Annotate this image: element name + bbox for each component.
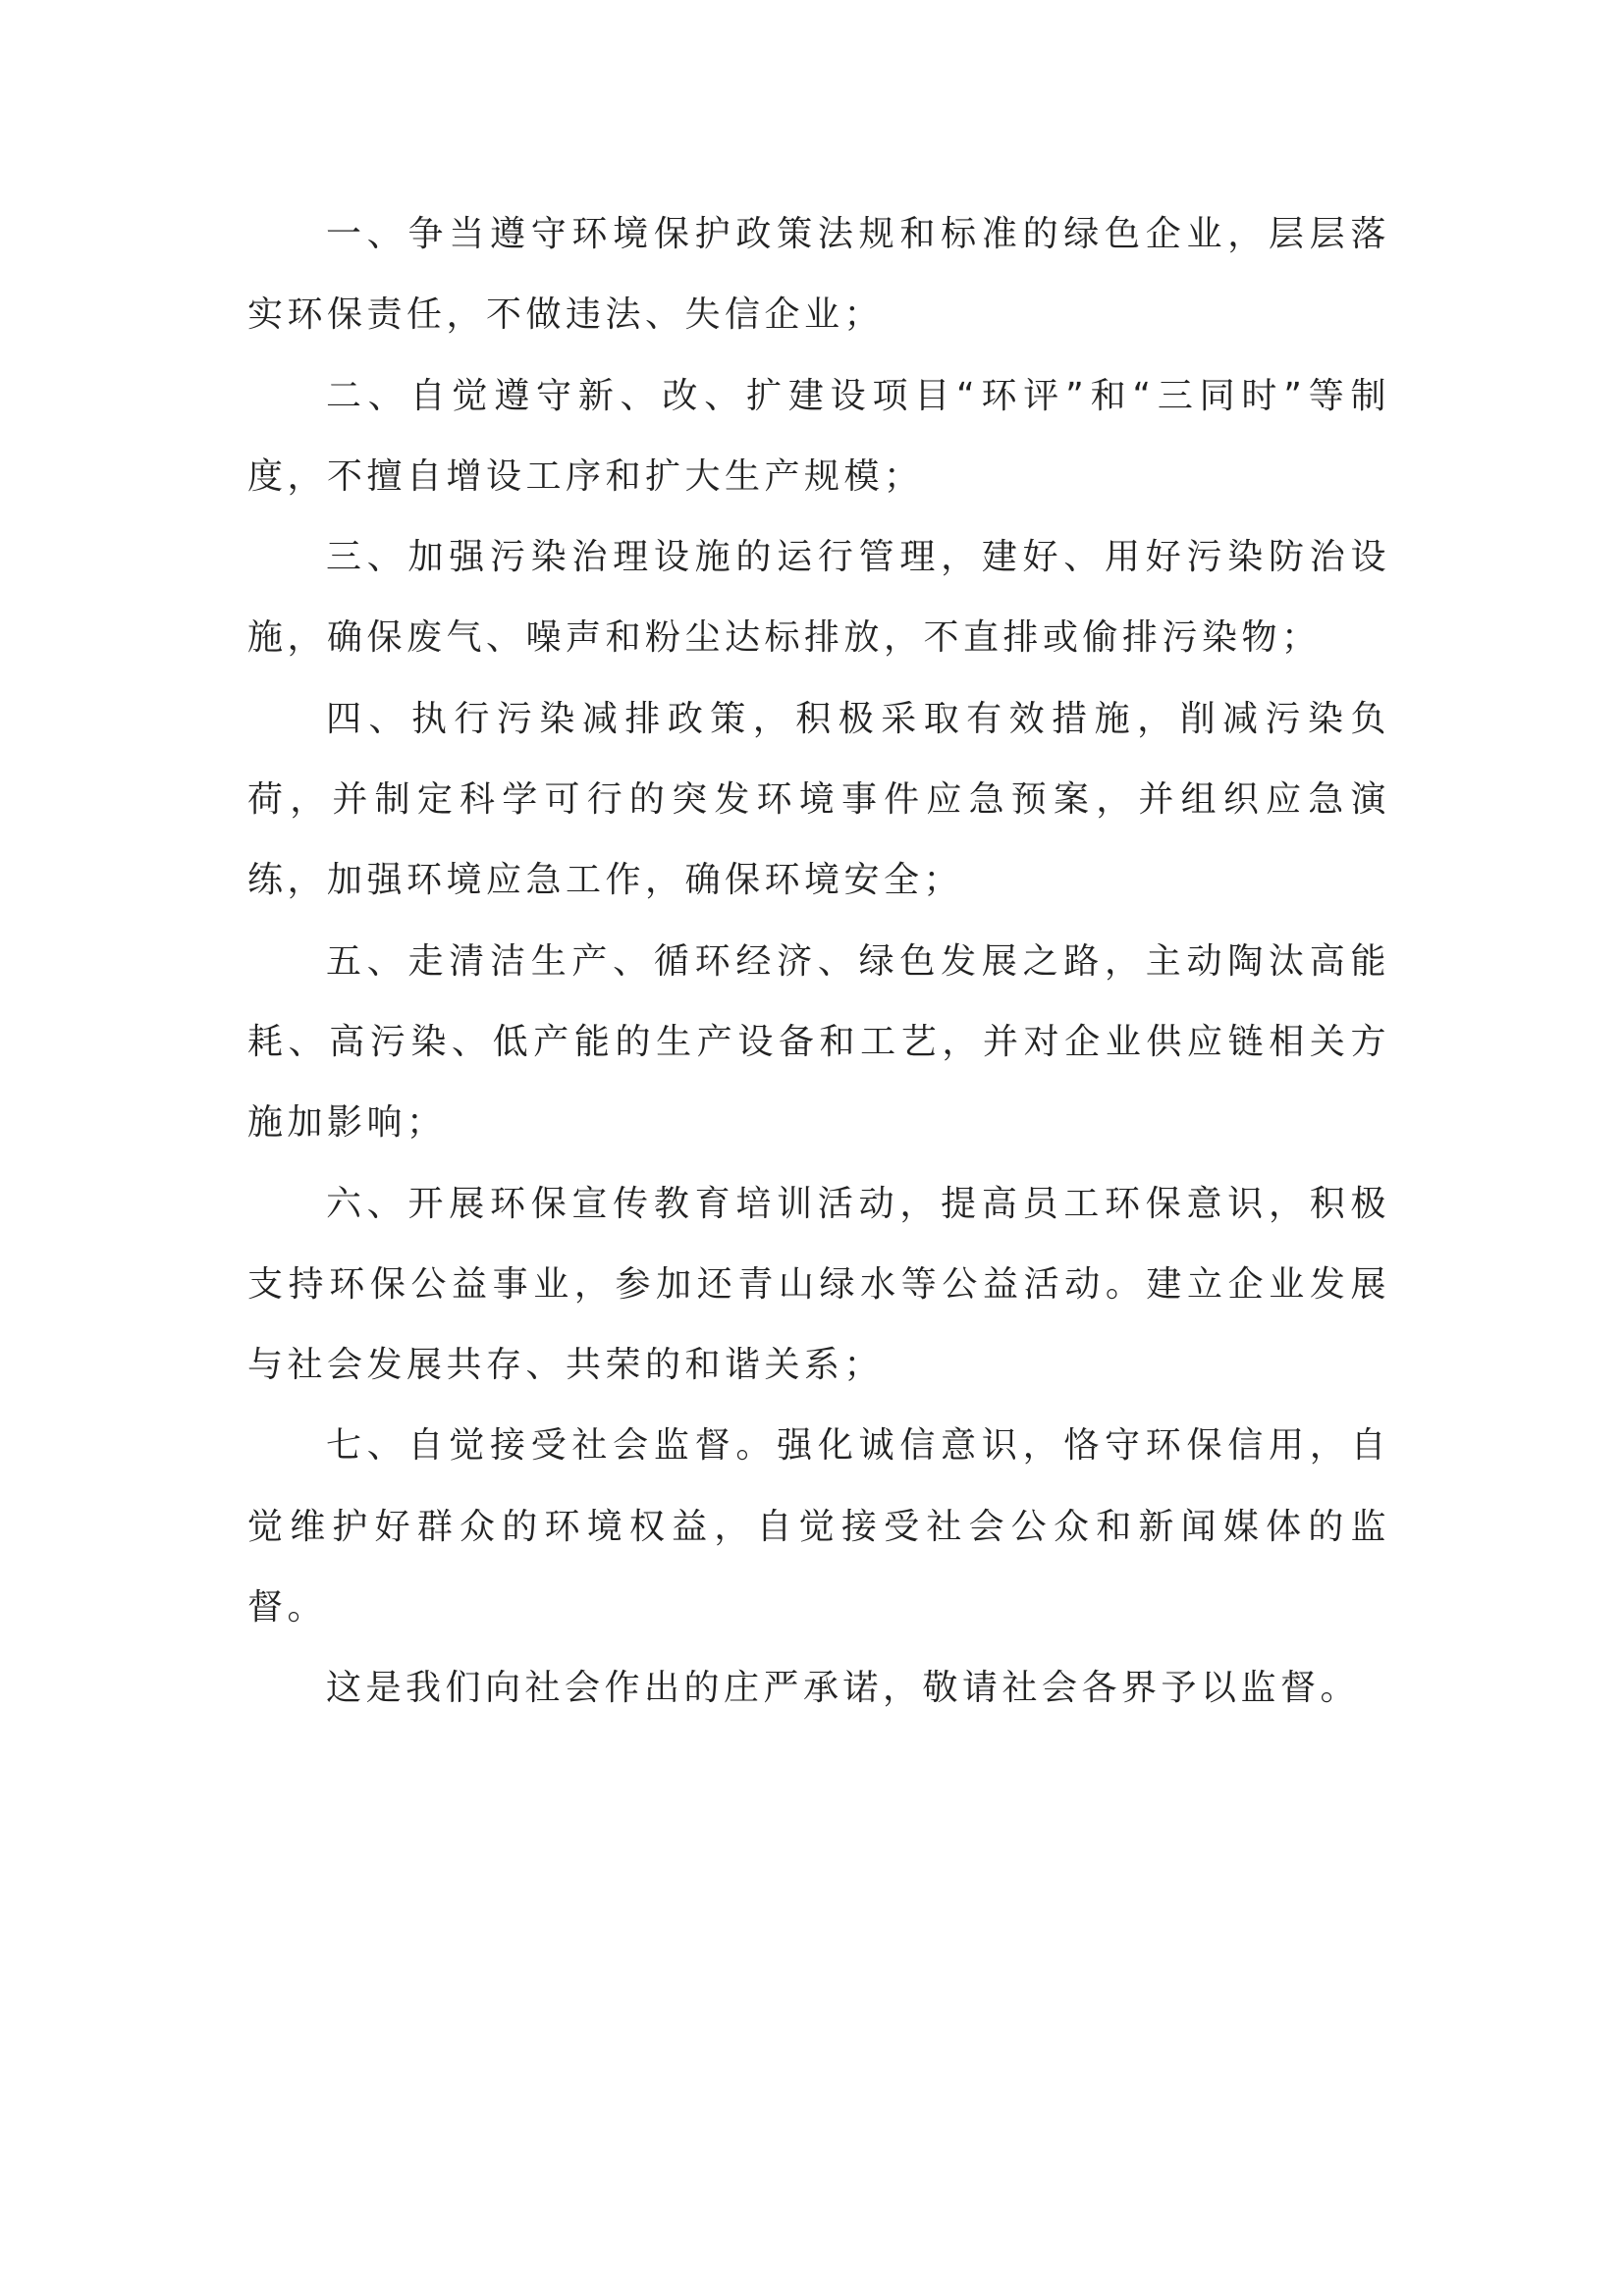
paragraph-5: 五、走清洁生产、循环经济、绿色发展之路，主动陶汰高能耗、高污染、低产能的生产设备和工艺，并对企业供应链相关方施加影响； (247, 940, 1390, 1144)
paragraph-1: 一、争当遵守环境保护政策法规和标准的绿色企业，层层落实环保责任，不做违法、失信企业； (247, 214, 1390, 336)
paragraph-3: 三、加强污染治理设施的运行管理，建好、用好污染防治设施，确保废气、噪声和粉尘达标排放，不直排或偷排污染物； (247, 537, 1390, 659)
closing-paragraph: 这是我们向社会作出的庄严承诺，敬请社会各界予以监督。 (326, 1668, 1361, 1709)
paragraph-4: 四、执行污染减排政策，积极采取有效措施，削减污染负荷，并制定科学可行的突发环境事件应急预案，并组织应急演练，加强环境应急工作，确保环境安全； (247, 698, 1390, 901)
paragraph-7: 七、自觉接受社会监督。强化诚信意识，恪守环保信用，自觉维护好群众的环境权益，自觉接受社会公众和新闻媒体的监督。 (247, 1425, 1390, 1629)
document-body (247, 194, 1390, 1730)
paragraph-6: 六、开展环保宣传教育培训活动，提高员工环保意识，积极支持环保公益事业，参加还青山绿水等公益活动。建立企业发展与社会发展共存、共荣的和谐关系； (247, 1183, 1390, 1386)
paragraph-2: 二、自觉遵守新、改、扩建设项目“环评”和“三同时”等制度，不擅自增设工序和扩大生产规模； (247, 375, 1390, 497)
